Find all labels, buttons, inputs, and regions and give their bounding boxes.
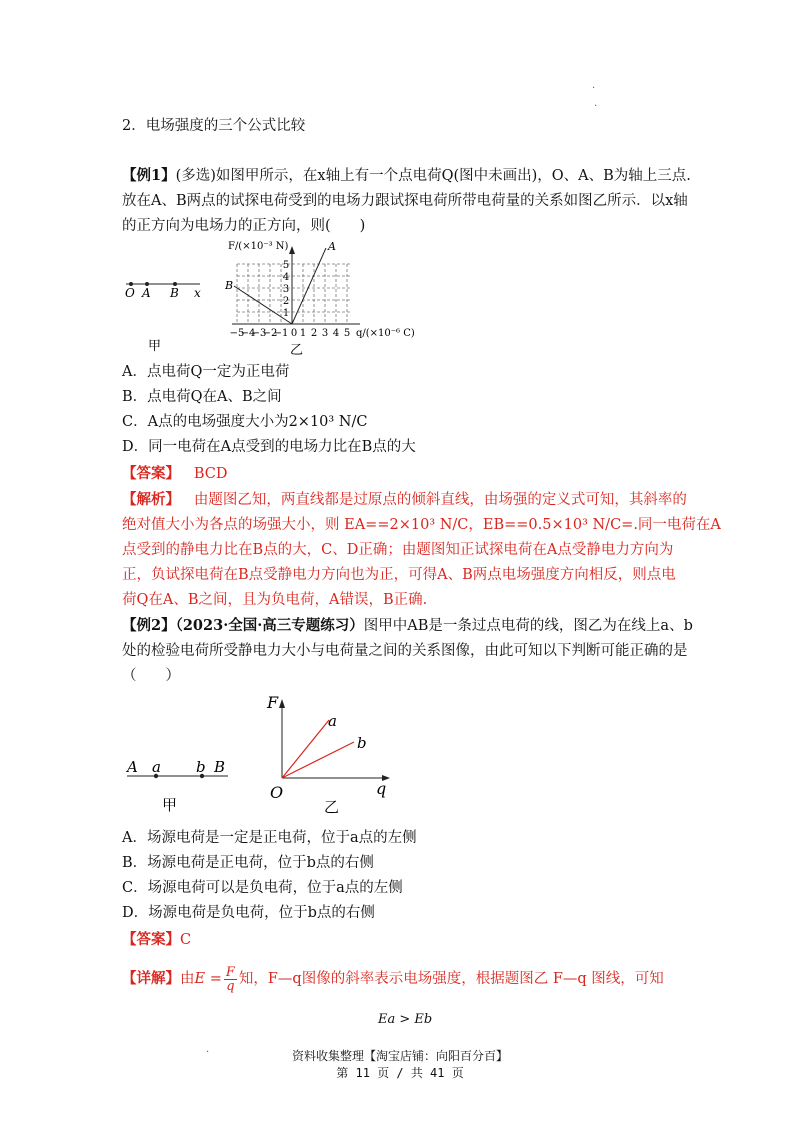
example2-option-b: B．场源电荷是正电荷，位于b点的右侧 (122, 855, 374, 871)
example1-analysis-line2: 绝对值大小为各点的场强大小，则 EA==2×10³ N/C，EB==0.5×10³ N/C=.同一电荷在A (122, 517, 721, 533)
example1-option-c: C．A点的电场强度大小为2×10³ N/C (122, 414, 368, 430)
y-ticks (283, 260, 289, 319)
example1-figure-yi (222, 238, 427, 358)
example2-figure-jia (122, 752, 232, 817)
y-tick: 4 (282, 272, 290, 283)
line-b-label: B (225, 279, 234, 292)
line-a-label: A (328, 240, 336, 253)
y-tick: 3 (282, 284, 290, 295)
x-tick: 2 (310, 328, 318, 339)
grid (237, 264, 350, 324)
example1-analysis-line3: 点受到的静电力比在B点的大，C、D正确；由题图知正试探电荷在A点受静电力方向为 (122, 542, 674, 558)
y-tick: 2 (282, 296, 290, 307)
y-tick: 5 (282, 260, 290, 271)
example2-figure-yi (262, 690, 402, 820)
example1-analysis-line4: 正，负试探电荷在B点受静电力方向也为正，可得A、B两点电场强度方向相反，则点电 (122, 567, 676, 583)
example1-answer (122, 464, 227, 484)
example1-option-d: D．同一电荷在A点受到的电场力比在B点的大 (122, 439, 416, 455)
label-a: A (142, 286, 151, 300)
x-tick: −5 (229, 328, 245, 339)
example1-figure-jia (122, 270, 212, 355)
example1-line3: 的正方向为电场力的正方向，则( ) (122, 218, 366, 234)
formula-lhs: E = (194, 971, 222, 987)
line-a-label: a (328, 712, 337, 730)
example2-line3: （ ） (122, 668, 180, 684)
x-axis-label: q/(×10⁻⁶ C) (356, 328, 415, 339)
x-tick: 5 (343, 328, 351, 339)
caption-jia: 甲 (162, 796, 178, 814)
label-upper-a: A (127, 758, 138, 776)
label-lower-a: a (152, 758, 161, 776)
example2-line2: 处的检验电荷所受静电力大小与电荷量之间的关系图像，由此可知以下判断可能正确的是 (122, 643, 688, 659)
answer-value: C (180, 932, 192, 948)
caption-yi: 乙 (290, 343, 304, 358)
example2-option-c: C．场源电荷可以是负电荷，位于a点的左侧 (122, 880, 403, 896)
example2-line1: 【例2】（2023·全国·高三专题练习）图甲中AB是一条过点电荷的线，图乙为在线上a、b (122, 617, 693, 634)
example1-option-a: A．点电荷Q一定为正电荷 (122, 364, 290, 380)
example2-tag: 【例2】 (122, 617, 176, 634)
x-tick: 4 (332, 328, 340, 339)
example1-line1: 【例1】(多选)如图甲所示，在x轴上有一个点电荷Q(图中未画出)，O、A、B为轴上三点. (122, 167, 691, 184)
f-label: F (267, 693, 279, 712)
x-tick: −4 (240, 328, 256, 339)
label-b: B (170, 286, 179, 300)
label-x: x (194, 286, 201, 300)
example1-tag: 【例1】 (122, 167, 176, 184)
line-a (282, 720, 329, 778)
example2-option-d: D．场源电荷是负电荷，位于b点的右侧 (122, 905, 375, 921)
origin-label: O (270, 783, 284, 802)
section-title: 2．电场强度的三个公式比较 (122, 118, 306, 134)
y-axis-label: F/(×10⁻³ N) (228, 241, 289, 252)
formula-fraction: $\frac{F}{q}$ (225, 964, 235, 994)
footer-source: 资料收集整理【淘宝店铺：向阳百分百】 (291, 1049, 508, 1063)
x-tick: 1 (299, 328, 307, 339)
answer-value: BCD (193, 466, 228, 482)
page-number: 第 11 页 / 共 41 页 (336, 1066, 464, 1080)
top-mark: . (594, 98, 598, 109)
example2-detail: 【详解】由E = $\frac{F}{q}$ 知，F—q图像的斜率表示电场强度，根据题图乙 F—q 图线，可知 (122, 964, 664, 994)
label-lower-b: b (196, 758, 206, 776)
analysis-tag: 【解析】 (122, 491, 180, 508)
example1-analysis-line5: 荷Q在A、B之间，且为负电荷，A错误，B正确. (122, 592, 428, 608)
x-tick: −3 (251, 328, 267, 339)
example2-option-a: A．场源电荷是一定是正电荷，位于a点的左侧 (122, 830, 417, 846)
x-tick: −1 (273, 328, 289, 339)
example2-source: （2023·全国·高三专题练习） (175, 617, 364, 634)
y-tick: 1 (282, 308, 290, 319)
example1-line2: 放在A、B两点的试探电荷受到的电场力跟试探电荷所带电荷量的关系如图乙所示．以x轴 (122, 193, 688, 209)
example2-answer (122, 930, 191, 950)
answer-tag: 【答案】 (122, 465, 180, 482)
line-a (292, 248, 326, 324)
example1-option-b: B．点电荷Q在A、B之间 (122, 389, 282, 405)
detail-tag: 【详解】 (122, 970, 180, 987)
answer-tag: 【答案】 (122, 931, 180, 948)
f-axis-arrow (279, 699, 285, 708)
top-mark: . (592, 80, 596, 91)
label-upper-b: B (214, 758, 226, 776)
caption-jia: 甲 (148, 339, 162, 354)
line-b-label: b (357, 734, 367, 752)
q-label: q (376, 779, 387, 798)
f-axis-arrow (289, 246, 295, 254)
label-o: O (125, 286, 135, 300)
example1-analysis-line1: 【解析】 由题图乙知，两直线都是过原点的倾斜直线，由场强的定义式可知，其斜率的 (122, 491, 687, 508)
x-ticks (230, 328, 351, 339)
result-formula: Ea > Eb (378, 1012, 433, 1027)
line-b (282, 742, 354, 778)
footer-dot: . (206, 1044, 210, 1055)
caption-yi: 乙 (324, 798, 340, 816)
x-tick: 3 (321, 328, 329, 339)
x-tick: −2 (262, 328, 278, 339)
x-tick: 0 (290, 328, 298, 339)
